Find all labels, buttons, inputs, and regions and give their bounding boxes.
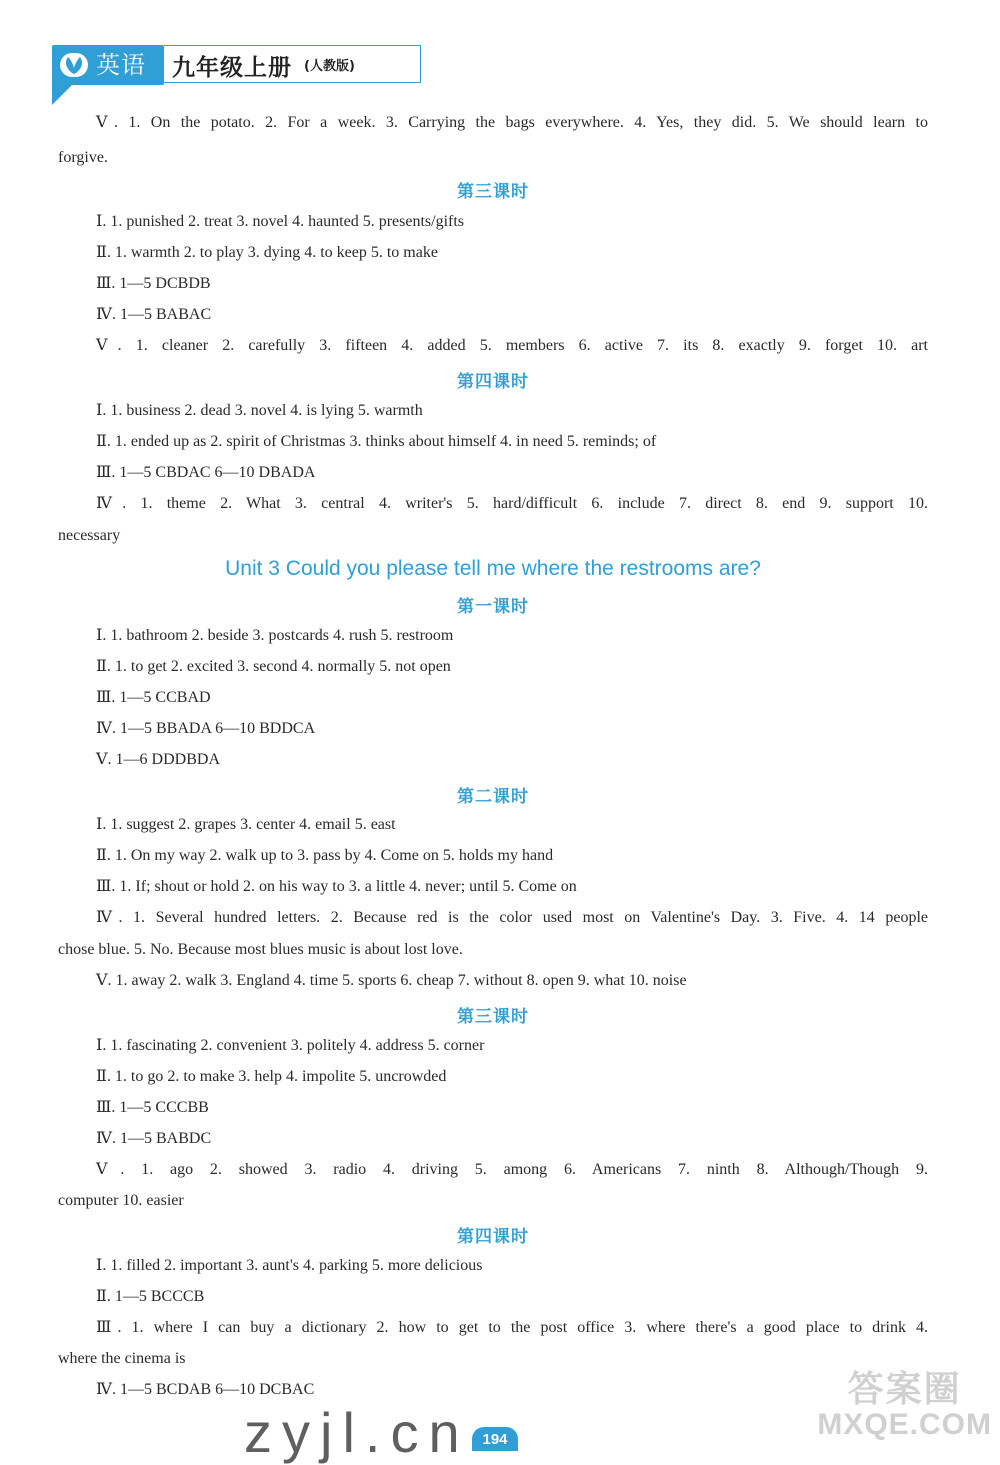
- watermark-mark: 答案圈: [847, 1368, 962, 1409]
- watermark-logo: [817, 1369, 992, 1441]
- answer-line: Ⅴ. 1. ago 2. showed 3. radio 4. driving 5. among 6. Americans 7. ninth 8. Although/Though 9.: [96, 1161, 928, 1178]
- answer-line: Ⅱ. 1. to get 2. excited 3. second 4. normally 5. not open: [96, 658, 451, 675]
- answer-line: Ⅰ. 1. suggest 2. grapes 3. center 4. email 5. east: [96, 816, 396, 833]
- answer-line: Ⅰ. 1. bathroom 2. beside 3. postcards 4. rush 5. restroom: [96, 627, 454, 644]
- answer-line: necessary: [58, 527, 121, 544]
- subject-label: 英语: [96, 51, 146, 79]
- section-heading: 第四课时: [457, 1227, 529, 1247]
- grade-label: 九年级上册: [172, 54, 292, 81]
- answer-line: Ⅳ. 1. Several hundred letters. 2. Because red is the color used most on Valentine's Day. 3. Five. 4. 14 people: [96, 909, 928, 926]
- watermark-site: MXQE.COM: [817, 1408, 992, 1441]
- answer-line: Ⅳ. 1—5 BBADA 6—10 BDDCA: [96, 720, 316, 737]
- section-heading: 第三课时: [457, 1007, 529, 1027]
- watermark-text: zyjl.cn: [244, 1401, 470, 1464]
- title-box: [164, 45, 421, 83]
- answer-line: Ⅴ. 1. away 2. walk 3. England 4. time 5. sports 6. cheap 7. without 8. open 9. what 10. noise: [96, 972, 687, 989]
- answer-line: chose blue. 5. No. Because most blues music is about lost love.: [58, 941, 463, 958]
- section-heading: 第一课时: [457, 597, 529, 617]
- answer-line: Ⅰ. 1. business 2. dead 3. novel 4. is lying 5. warmth: [96, 402, 423, 419]
- answer-line: Ⅲ. 1. where I can buy a dictionary 2. how to get to the post office 3. where there's a good place to drink 4.: [96, 1319, 928, 1336]
- answer-line: where the cinema is: [58, 1350, 186, 1367]
- section-heading: 第三课时: [457, 182, 529, 202]
- answer-line: Ⅰ. 1. fascinating 2. convenient 3. politely 4. address 5. corner: [96, 1037, 485, 1054]
- subject-badge: [52, 45, 164, 85]
- answer-line: Ⅳ. 1—5 BABDC: [96, 1130, 212, 1147]
- unit-title: Unit 3 Could you please tell me where the restrooms are?: [225, 557, 761, 580]
- answer-line: Ⅲ. 1—5 CBDAC 6—10 DBADA: [96, 464, 316, 481]
- answer-line: Ⅳ. 1. theme 2. What 3. central 4. writer's 5. hard/difficult 6. include 7. direct 8. end 9. support 10.: [96, 495, 928, 512]
- answer-line: Ⅱ. 1. to go 2. to make 3. help 4. impolite 5. uncrowded: [96, 1068, 447, 1085]
- answer-line: Ⅲ. 1—5 CCCBB: [96, 1099, 209, 1116]
- answer-line: Ⅰ. 1. filled 2. important 3. aunt's 4. parking 5. more delicious: [96, 1257, 483, 1274]
- badge-tail: [52, 83, 74, 105]
- answer-line: Ⅳ. 1—5 BCDAB 6—10 DCBAC: [96, 1381, 315, 1398]
- section-heading: 第四课时: [457, 372, 529, 392]
- answer-line: Ⅳ. 1—5 BABAC: [96, 306, 212, 323]
- page-number: 194: [472, 1427, 518, 1451]
- answer-line: forgive.: [58, 149, 108, 166]
- edition-label: (人教版): [304, 59, 355, 74]
- section-heading: 第二课时: [457, 787, 529, 807]
- answer-line: Ⅴ. 1. cleaner 2. carefully 3. fifteen 4. added 5. members 6. active 7. its 8. exactly 9. forget 10. art: [96, 337, 928, 354]
- answer-line: Ⅱ. 1. warmth 2. to play 3. dying 4. to keep 5. to make: [96, 244, 438, 261]
- leaf-icon: [60, 53, 88, 77]
- answer-line: Ⅲ. 1—5 DCBDB: [96, 275, 211, 292]
- answer-line: Ⅱ. 1. On my way 2. walk up to 3. pass by 4. Come on 5. holds my hand: [96, 847, 554, 864]
- answer-line: Ⅱ. 1. ended up as 2. spirit of Christmas 3. thinks about himself 4. in need 5. reminds; of: [96, 433, 657, 450]
- answer-line: Ⅴ. 1—6 DDDBDA: [96, 751, 220, 768]
- answer-line: Ⅴ. 1. On the potato. 2. For a week. 3. Carrying the bags everywhere. 4. Yes, they did. 5. We should learn to: [96, 114, 928, 131]
- answer-line: Ⅱ. 1—5 BCCCB: [96, 1288, 205, 1305]
- answer-line: Ⅰ. 1. punished 2. treat 3. novel 4. haunted 5. presents/gifts: [96, 213, 465, 230]
- answer-line: Ⅲ. 1—5 CCBAD: [96, 689, 211, 706]
- answer-line: Ⅲ. 1. If; shout or hold 2. on his way to 3. a little 4. never; until 5. Come on: [96, 878, 577, 895]
- answer-line: computer 10. easier: [58, 1192, 184, 1209]
